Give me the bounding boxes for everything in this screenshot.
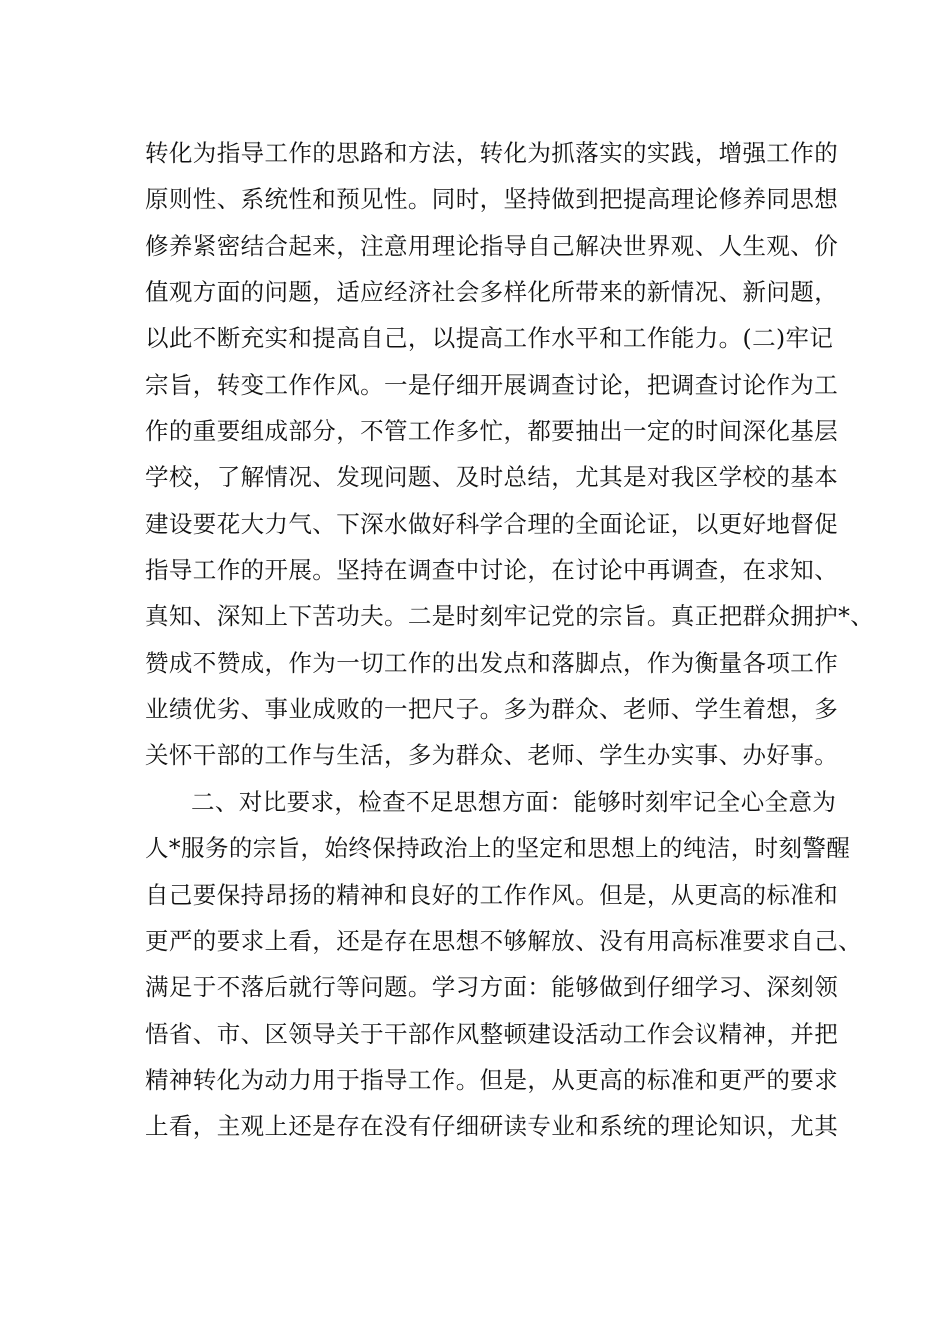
text-line: 转化为指导工作的思路和方法，转化为抓落实的实践，增强工作的 <box>145 139 839 167</box>
text-line: 宗旨，转变工作作风。一是仔细开展调查讨论，把调查讨论作为工 <box>145 370 839 399</box>
document-body <box>145 130 875 1150</box>
text-line: 值观方面的问题，适应经济社会多样化所带来的新情况、新问题， <box>145 278 839 307</box>
text-line: 关怀干部的工作与生活，多为群众、老师、学生办实事、办好事。 <box>145 741 839 770</box>
text-line: 作的重要组成部分，不管工作多忙，都要抽出一定的时间深化基层 <box>145 417 839 446</box>
text-line: 原则性、系统性和预见性。同时，坚持做到把提高理论修养同思想 <box>145 185 839 214</box>
text-line: 指导工作的开展。坚持在调查中讨论，在讨论中再调查，在求知、 <box>145 556 839 585</box>
text-line: 精神转化为动力用于指导工作。但是，从更高的标准和更严的要求 <box>145 1065 839 1094</box>
text-line: 以此不断充实和提高自己，以提高工作水平和工作能力。(二)牢记 <box>145 324 834 353</box>
text-line: 建设要花大力气、下深水做好科学合理的全面论证，以更好地督促 <box>145 509 839 538</box>
text-line: 自己要保持昂扬的精神和良好的工作作风。但是，从更高的标准和 <box>145 880 839 909</box>
text-line: 业绩优劣、事业成败的一把尺子。多为群众、老师、学生着想，多 <box>145 695 839 724</box>
text-line: 人*服务的宗旨，始终保持政治上的坚定和思想上的纯洁，时刻警醒 <box>145 834 851 863</box>
text-line: 更严的要求上看，还是存在思想不够解放、没有用高标准要求自己、 <box>145 926 862 955</box>
text-line: 满足于不落后就行等问题。学习方面：能够做到仔细学习、深刻领 <box>145 973 839 1002</box>
paragraph-1 <box>145 130 875 779</box>
text-line: 学校，了解情况、发现问题、及时总结，尤其是对我区学校的基本 <box>145 463 839 492</box>
text-line: 真知、深知上下苦功夫。二是时刻牢记党的宗旨。真正把群众拥护*、 <box>145 602 875 631</box>
text-line: 修养紧密结合起来，注意用理论指导自己解决世界观、人生观、价 <box>145 231 839 260</box>
paragraph-2 <box>145 779 862 1150</box>
text-line: 悟省、市、区领导关于干部作风整顿建设活动工作会议精神，并把 <box>145 1019 839 1048</box>
text-line: 赞成不赞成，作为一切工作的出发点和落脚点，作为衡量各项工作 <box>145 648 839 677</box>
text-line: 二、对比要求，检查不足思想方面：能够时刻牢记全心全意为 <box>191 787 837 816</box>
text-line: 上看，主观上还是存在没有仔细研读专业和系统的理论知识，尤其 <box>145 1112 839 1141</box>
